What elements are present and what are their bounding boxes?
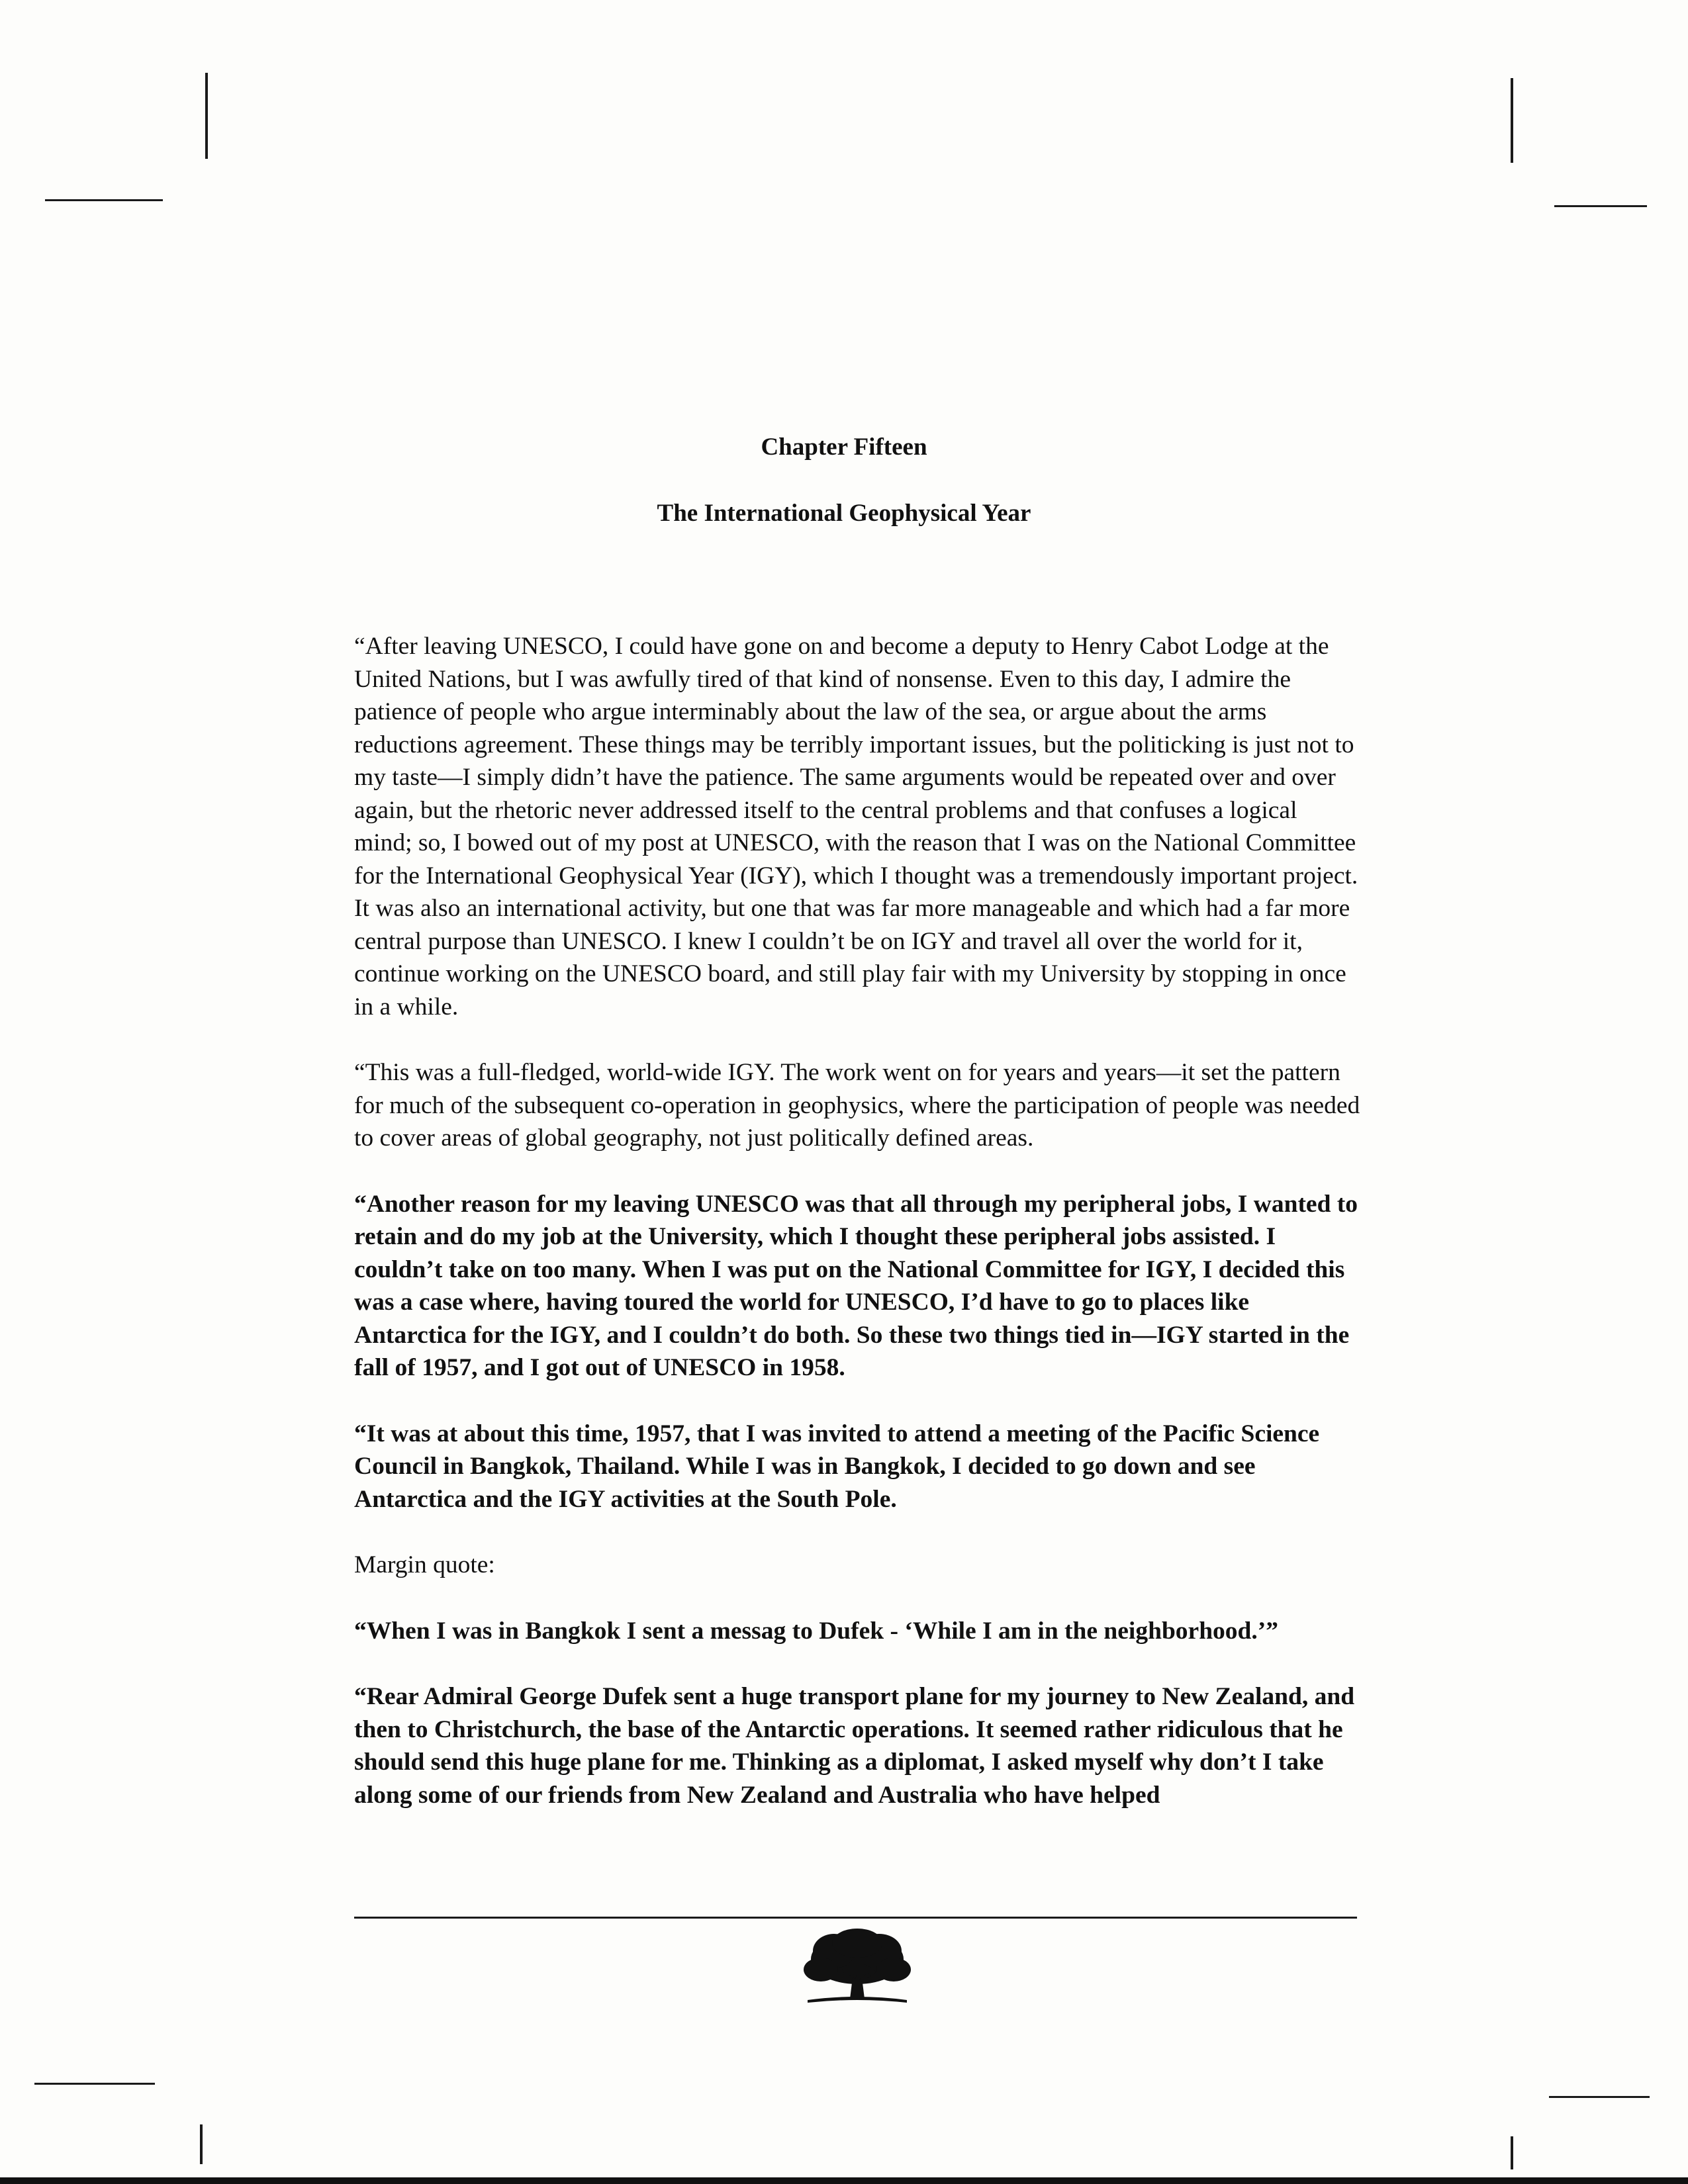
crop-mark-top-right-horizontal [1554,205,1647,207]
tree-logo-icon [801,1925,914,2011]
chapter-title: The International Geophysical Year [657,500,1031,527]
crop-mark-top-right-vertical [1511,78,1513,163]
margin-quote: “When I was in Bangkok I sent a messag to Dufek - ‘While I am in the neighborhood.’” [354,1617,1279,1645]
paragraph-igy-overview: “This was a full-fledged, world-wide IGY. The work went on for years and years—it set the pattern for much of the subsequent co-operation in geophysics, where the participation of people was needed to cover areas of global geography, not just politically defined areas. [354,1059,1360,1152]
footer-rule [354,1917,1357,1919]
margin-quote-label: Margin quote: [354,1551,495,1578]
paragraph-unesco-departure: “After leaving UNESCO, I could have gone on and become a deputy to Henry Cabot Lodge at the United Nations, but I was awfully tired of that kind of nonsense. Even to this day, I admire the patience of people who argue interminably about the law of the sea, or argue about the arms reductions agreement. These things may be terribly important issues, but the politicking is just not to my taste—I simply didn’t have the patience. The same arguments would be repeated over and over again, but the rhetoric never addressed itself to the central problems and that confuses a logical mind; so, I bowed out of my post at UNESCO, with the reason that I was on the National Committee for the International Geophysical Year (IGY), which I thought was a tremendously important project. It was also an international activity, but one that was far more manageable and which had a far more central purpose than UNESCO. I knew I couldn’t be on IGY and travel all over the world for it, continue working on the UNESCO board, and still play fair with my University by stopping in once in a while. [354,633,1358,1021]
crop-mark-bottom-right-vertical [1511,2136,1513,2169]
paragraph-bangkok-trip: “It was at about this time, 1957, that I was invited to attend a meeting of the Pacific Science Council in Bangkok, Thailand. While I was in Bangkok, I decided to go down and see Antarctica and the IGY activities at the South Pole. [354,1420,1320,1513]
crop-mark-bottom-right-horizontal [1549,2096,1650,2098]
crop-mark-bottom-left-vertical [200,2124,203,2164]
crop-mark-top-left-horizontal [45,199,163,201]
paragraph-another-reason: “Another reason for my leaving UNESCO was that all through my peripheral jobs, I wanted to retain and do my job at the University, which I thought these peripheral jobs assisted. I couldn’t take on too many. When I was put on the National Committee for IGY, I decided this was a case where, having toured the world for UNESCO, I’d have to go to places like Antarctica for the IGY, and I couldn’t do both. So these two things tied in—IGY started in the fall of 1957, and I got out of UNESCO in 1958. [354,1190,1358,1381]
page-bottom-edge [0,2177,1688,2184]
crop-mark-bottom-left-horizontal [34,2083,155,2085]
crop-mark-top-left-vertical [205,73,208,159]
chapter-body [354,630,1360,1844]
chapter-number: Chapter Fifteen [761,433,927,461]
paragraph-dufek-plane: “Rear Admiral George Dufek sent a huge transport plane for my journey to New Zealand, and then to Christchurch, the base of the Antarctic operations. It seemed rather ridiculous that he should send this huge plane for me. Thinking as a diplomat, I asked myself why don’t I take along some of our friends from New Zealand and Australia who have helped [354,1683,1355,1809]
